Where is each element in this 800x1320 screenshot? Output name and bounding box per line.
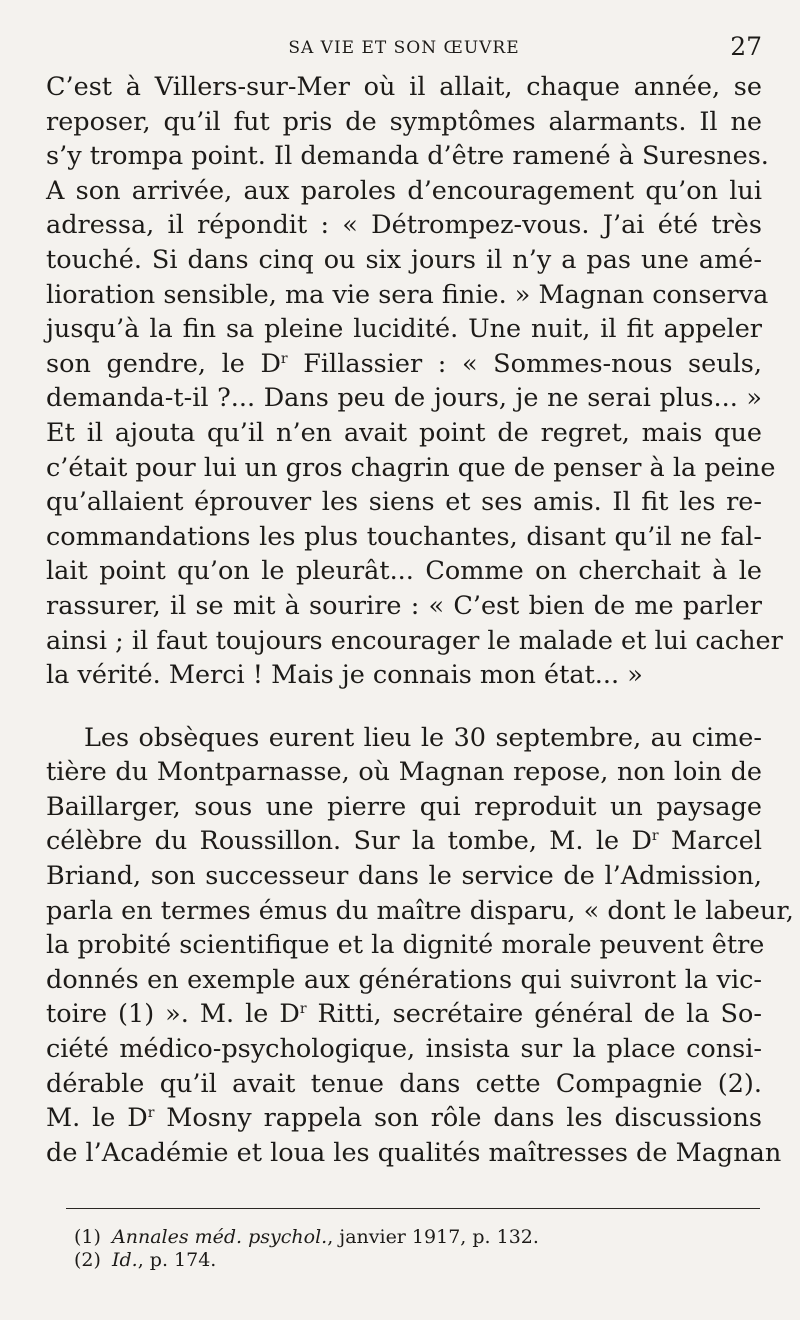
footnote-detail: , p. 174. [137, 1249, 217, 1271]
text-line: qu’allaient éprouver les siens et ses amis. Il fit les re- [46, 487, 762, 518]
text-line: A son arrivée, aux paroles d’encouragement qu’on lui [46, 175, 762, 206]
footnotes [74, 1226, 754, 1272]
footnote-source: Id. [112, 1249, 138, 1271]
text-line: la probité scientifique et la dignité morale peuvent être [46, 930, 765, 961]
footnote [74, 1226, 754, 1249]
text-line: célèbre du Roussillon. Sur la tombe, M. le $D^r$ Marcel [46, 826, 762, 857]
text-line: s’y trompa point. Il demanda d’être ramené à Suresnes. [46, 141, 769, 172]
text-line: M. le $D^r$ Mosny rappela son rôle dans les discussions [46, 1103, 762, 1134]
text-line: jusqu’à la fin sa pleine lucidité. Une nuit, il fit appeler [46, 314, 762, 345]
text-line: son gendre, le $D^r$ Fillassier : « Sommes-nous seuls, [46, 348, 762, 379]
text-line: lioration sensible, ma vie sera finie. » Magnan conserva [46, 279, 769, 310]
footnote-number: (2) [74, 1249, 101, 1271]
footnote-rule [66, 1208, 760, 1209]
superscript: r [651, 828, 659, 845]
paragraph-gap [46, 693, 762, 721]
text-line: reposer, qu’il fut pris de symptômes alarmants. Il ne [46, 106, 762, 137]
superscript: r [280, 350, 288, 367]
text-line: C’est à Villers-sur-Mer où il allait, chaque année, se [46, 72, 762, 102]
running-head: SA VIE ET SON ŒUVRE [288, 38, 520, 58]
superscript: r [147, 1105, 155, 1122]
page-header [46, 30, 762, 66]
text-line: tière du Montparnasse, où Magnan repose, non loin de [46, 757, 762, 788]
text-line: demanda-t-il ?... Dans peu de jours, je ne serai plus... » [46, 383, 762, 414]
text-line: c’était pour lui un gros chagrin que de penser à la peine [46, 452, 776, 483]
body-text [46, 70, 794, 1170]
text-line: parla en termes émus du maître disparu, « dont le labeur, [46, 895, 794, 926]
superscript: r [299, 1001, 307, 1018]
text-line: donnés en exemple aux générations qui suivront la vic- [46, 964, 762, 995]
footnote-number: (1) [74, 1226, 101, 1248]
text-line: Briand, son successeur dans le service de l’Admission, [46, 861, 762, 892]
text-line: Baillarger, sous une pierre qui reproduit un paysage [46, 791, 762, 822]
footnote-source: Annales méd. psychol. [112, 1226, 328, 1248]
text-line: lait point qu’on le pleurât... Comme on cherchait à le [46, 556, 762, 587]
text-line: touché. Si dans cinq ou six jours il n’y a pas une amé- [46, 244, 762, 275]
text-line: la vérité. Merci ! Mais je connais mon état... » [46, 660, 643, 691]
text-line: dérable qu’il avait tenue dans cette Compagnie (2). [46, 1068, 762, 1099]
text-line: commandations les plus touchantes, disant qu’il ne fal- [46, 521, 762, 552]
page-number: 27 [730, 32, 762, 61]
footnote-detail: , janvier 1917, p. 132. [327, 1226, 539, 1248]
text-line: ciété médico-psychologique, insista sur la place consi- [46, 1034, 762, 1065]
text-line: adressa, il répondit : « Détrompez-vous. J’ai été très [46, 210, 762, 241]
text-line: Les obsèques eurent lieu le 30 septembre, au cime- [84, 722, 762, 753]
text-line: toire (1) ». M. le $D^r$ Ritti, secrétaire général de la So- [46, 999, 762, 1030]
text-line: Et il ajouta qu’il n’en avait point de regret, mais que [46, 417, 762, 448]
text-line: ainsi ; il faut toujours encourager le malade et lui cacher [46, 625, 783, 656]
text-line: de l’Académie et loua les qualités maîtresses de Magnan [46, 1137, 782, 1168]
text-line: rassurer, il se mit à sourire : « C’est bien de me parler [46, 590, 762, 621]
footnote [74, 1249, 754, 1272]
